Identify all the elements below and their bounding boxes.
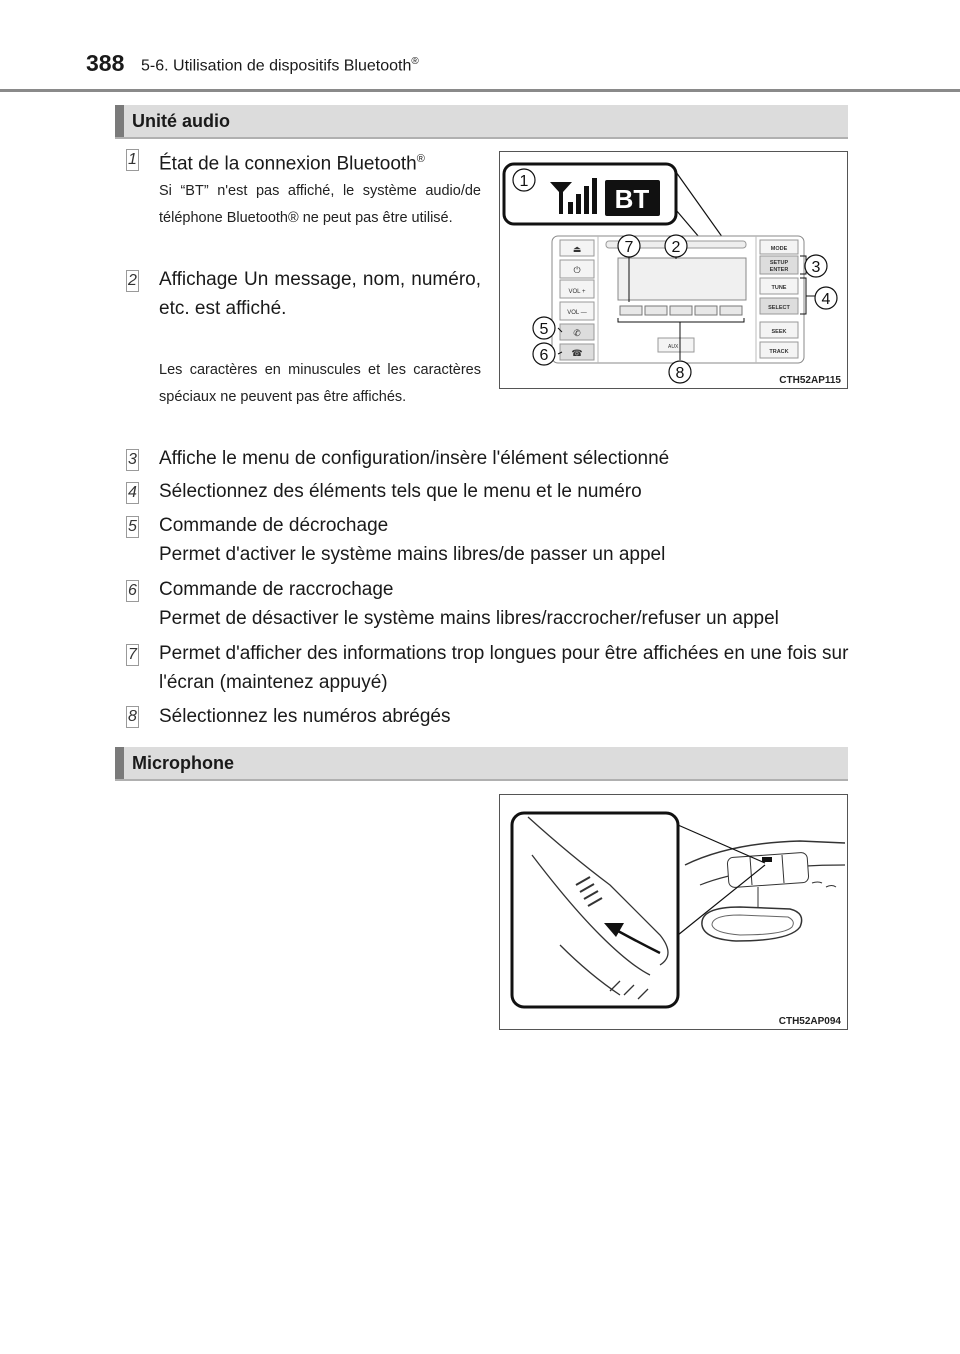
section-bar-audio [115,105,848,139]
item-heading: Affichage Un message, nom, numéro, etc. est affiché. [159,269,481,319]
item-heading-line2: Permet d'activer le système mains libres/de passer un appel [159,544,666,565]
section-title-audio: Unité audio [132,111,230,131]
phone-hangup-icon: ☎ [571,348,583,358]
svg-text:SETUP: SETUP [769,260,789,266]
item-heading: Commande de décrochage [159,515,389,536]
item-number: 7 [126,644,139,666]
item-number: 1 [126,149,139,171]
audio-unit-figure [499,151,848,389]
audio-unit-illustration [500,152,847,388]
phone-pickup-icon: ✆ [573,328,581,338]
svg-text:1: 1 [519,173,529,190]
item-heading: Permet d'afficher des informations trop longues pour être affichées en une fois sur l'écran (maintenez appuyé) [159,643,849,693]
page-number: 388 [86,50,125,76]
svg-text:3: 3 [811,259,821,276]
section-bar-microphone [115,747,848,781]
svg-text:TRACK: TRACK [769,349,789,355]
svg-text:VOL +: VOL + [568,289,586,295]
microphone-illustration [500,795,847,1029]
svg-text:SEEK: SEEK [771,329,787,335]
svg-text:VOL —: VOL — [567,310,587,316]
item-heading: Affiche le menu de configuration/insère l'élément sélectionné [159,448,670,469]
svg-text:6: 6 [539,347,549,364]
item-number: 3 [126,449,139,471]
svg-text:MODE: MODE [770,246,788,252]
header-rule [0,89,960,92]
svg-text:SELECT: SELECT [768,305,790,311]
item-heading: Sélectionnez les numéros abrégés [159,706,451,727]
svg-text:7: 7 [624,239,634,256]
svg-text:5: 5 [539,321,549,338]
svg-text:2: 2 [671,239,681,256]
item-number: 2 [126,270,139,292]
item-heading: État de la connexion Bluetooth® [159,153,425,175]
item-heading: Sélectionnez des éléments tels que le menu et le numéro [159,481,642,502]
microphone-figure [499,794,848,1030]
figure-code: CTH52AP094 [778,1016,841,1027]
chapter-title: 5-6. Utilisation de dispositifs Bluetooth® [141,56,419,75]
item-note: Les caractères en minuscules et les caractères spéciaux ne peuvent pas être affichés. [159,362,481,405]
item-heading-line2: Permet de désactiver le système mains libres/raccrocher/refuser un appel [159,608,779,629]
item-note: Si “BT” n'est pas affiché, le système audio/de téléphone Bluetooth® ne peut pas être utilisé. [159,183,481,226]
svg-text:BT: BT [614,184,650,214]
svg-text:TUNE: TUNE [771,285,787,291]
svg-text:8: 8 [675,365,685,382]
item-number: 6 [126,580,139,602]
svg-text:ENTER: ENTER [769,267,789,273]
item-number: 4 [126,482,139,504]
svg-text:AUX: AUX [668,344,679,350]
svg-text:⏏: ⏏ [572,244,582,254]
bt-indicator-icon [605,180,660,216]
svg-text:4: 4 [821,291,831,308]
item-heading: Commande de raccrochage [159,579,394,600]
svg-text:⏻: ⏻ [573,265,581,275]
item-number: 8 [126,706,139,728]
section-title-microphone: Microphone [132,753,234,773]
item-number: 5 [126,516,139,538]
figure-code: CTH52AP115 [779,375,841,386]
